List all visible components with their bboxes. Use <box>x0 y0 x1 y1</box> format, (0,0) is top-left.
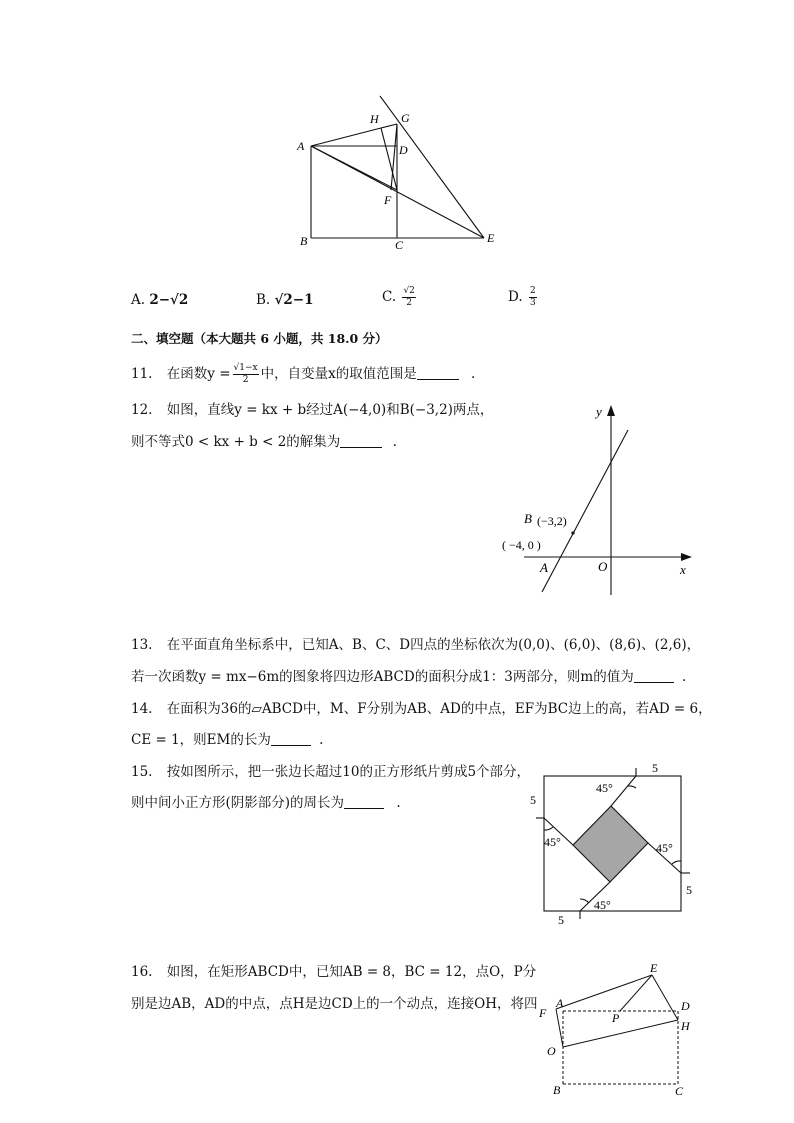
q13-answer-blank[interactable] <box>634 681 674 683</box>
q16-label-B: B <box>553 1083 561 1097</box>
q15-label-angle-bottom: 45° <box>594 898 611 912</box>
q15-cut-top <box>611 776 636 806</box>
q12-y-arrow <box>607 405 615 416</box>
q10-line-GE <box>380 96 484 238</box>
q10-label-B: B <box>300 234 308 248</box>
q15-label-angle-left: 45° <box>544 835 561 849</box>
q13-line2-text: 若一次函数y = mx−6m的图象将四边形ABCD的面积分成1：3两部分，则m的值为 <box>131 669 634 685</box>
q10-label-G: G <box>401 111 410 125</box>
q10-label-H: H <box>370 112 379 126</box>
q16-label-A: A <box>556 996 564 1010</box>
q15-angle-arc-top <box>628 786 636 788</box>
q10-line-GF <box>391 124 397 190</box>
question-16-line-2 <box>131 998 538 1012</box>
q16-line-EP <box>620 975 652 1011</box>
q15-label-angle-top: 45° <box>596 781 613 795</box>
q12-label-B-coord: (−3,2) <box>537 514 567 528</box>
q15-cut-left <box>544 818 573 845</box>
q12-line2-text: 则不等式0 < kx + b < 2的解集为 <box>131 434 341 450</box>
question-11 <box>131 364 475 385</box>
q15-end: . <box>396 795 401 811</box>
q10-line-HG <box>381 124 397 128</box>
q15-cut-bottom <box>580 882 610 911</box>
q15-number: 15. <box>131 764 153 780</box>
q16-label-H: H <box>681 1019 690 1033</box>
q10-label-D: D <box>399 143 408 157</box>
q14-line1-text: 在面积为36的▱ABCD中，M、F分别为AB、AD的中点，EF为BC边上的高，若AD = 6， <box>166 701 712 717</box>
question-15-line-2 <box>131 797 401 811</box>
q12-label-x: x <box>680 562 686 577</box>
option-c-denominator: 2 <box>406 298 413 308</box>
q15-angle-arc-right <box>672 861 681 864</box>
option-c-numerator: √2 <box>403 286 415 296</box>
q15-outer-square <box>544 776 681 911</box>
q16-line-FE <box>556 975 652 1009</box>
q10-line-HF <box>381 128 397 190</box>
q10-option-b[interactable] <box>256 294 314 308</box>
q15-answer-blank[interactable] <box>344 807 384 809</box>
q12-label-O: O <box>598 559 608 574</box>
q16-line1-text: 如图，在矩形ABCD中，已知AB = 8，BC = 12，点O，P分 <box>166 964 537 980</box>
q16-label-C: C <box>675 1084 684 1098</box>
option-d-numerator: 2 <box>529 286 536 296</box>
option-d-denominator: 3 <box>529 298 536 308</box>
q12-line1-text: 如图，直线y = kx + b经过A(−4,0)和B(−3,2)两点， <box>166 402 494 418</box>
q16-label-O: O <box>547 1044 556 1058</box>
q16-label-P: P <box>612 1011 620 1025</box>
question-14-line-1 <box>131 703 712 717</box>
q10-label-E: E <box>487 231 495 245</box>
q15-cut-right <box>648 843 681 873</box>
q15-label-angle-right: 45° <box>656 841 673 855</box>
q12-label-A-coord: ( −4, 0 ) <box>502 538 541 552</box>
q15-label-top-5: 5 <box>652 761 658 775</box>
q11-frac-numerator: √1−x <box>233 363 258 373</box>
option-c-fraction <box>402 287 415 308</box>
q10-option-d[interactable] <box>508 287 539 308</box>
q11-fraction <box>233 364 259 385</box>
q10-option-c[interactable] <box>382 287 418 308</box>
q15-angle-arc-bottom <box>580 899 589 903</box>
question-15-line-1 <box>131 766 530 780</box>
option-a-label: A. <box>131 292 146 308</box>
q12-number: 12. <box>131 402 153 418</box>
q13-end: . <box>682 669 687 685</box>
q13-line1-text: 在平面直角坐标系中，已知A、B、C、D四点的坐标依次为(0,0)、(6,0)、(8,6)、(2,6)， <box>166 637 701 653</box>
q15-label-right-5: 5 <box>686 883 692 897</box>
q16-line-EH <box>652 975 678 1020</box>
q10-label-F: F <box>384 193 392 207</box>
q12-label-B: B <box>524 511 532 526</box>
option-c-label: C. <box>382 288 397 305</box>
q15-line2-text: 则中间小正方形(阴影部分)的周长为 <box>131 795 345 811</box>
q16-line2-text: 别是边AB，AD的中点，点H是边CD上的一个动点，连接OH，将四 <box>131 996 538 1012</box>
option-d-fraction <box>529 287 537 308</box>
q15-label-bottom-5: 5 <box>558 913 564 927</box>
q10-option-a[interactable] <box>131 294 188 308</box>
q12-label-A: A <box>540 560 548 575</box>
question-16-line-1 <box>131 966 536 980</box>
question-12-line-1 <box>131 404 493 418</box>
option-d-label: D. <box>508 288 523 305</box>
q14-end: . <box>319 732 324 748</box>
question-12-line-2 <box>131 436 397 450</box>
q12-answer-blank[interactable] <box>340 446 382 448</box>
option-b-value: √2−1 <box>274 292 314 308</box>
q16-label-E: E <box>650 961 658 975</box>
q11-text-pre: 在函数y = <box>166 366 231 382</box>
q16-number: 16. <box>131 964 153 980</box>
q13-number: 13. <box>131 637 153 653</box>
q11-text-post: 中，自变量x的取值范围是 <box>260 366 417 382</box>
section-2-header: 二、填空题（本大题共 6 小题，共 18.0 分） <box>131 331 388 346</box>
option-a-value: 2−√2 <box>149 292 189 308</box>
q10-label-A: A <box>297 139 305 153</box>
q16-label-D: D <box>681 999 690 1013</box>
q10-line-AH <box>311 128 381 146</box>
question-14-line-2 <box>131 734 323 748</box>
question-13-line-2 <box>131 671 686 685</box>
q14-number: 14. <box>131 701 153 717</box>
q12-point-B <box>571 531 574 534</box>
q12-end: . <box>392 434 397 450</box>
q11-number: 11. <box>131 366 153 382</box>
q12-label-y: y <box>596 404 602 419</box>
q10-line-AF <box>311 146 397 190</box>
q12-x-arrow <box>681 553 692 561</box>
q15-angle-arc-left <box>544 827 553 830</box>
q15-label-left-5: 5 <box>530 793 536 807</box>
option-b-label: B. <box>256 292 271 308</box>
q11-frac-denominator: 2 <box>242 375 249 385</box>
q10-line-AE <box>311 146 484 238</box>
q14-answer-blank[interactable] <box>271 744 311 746</box>
q16-label-F: F <box>539 1006 547 1020</box>
q14-line2-text: CE = 1，则EM的长为 <box>131 732 271 748</box>
q16-line-OH <box>563 1020 678 1047</box>
q15-shaded-square <box>573 806 648 882</box>
q16-line-FO <box>556 1009 563 1047</box>
q11-end: . <box>471 366 476 382</box>
question-13-line-1 <box>131 639 700 653</box>
q15-line1-text: 按如图所示，把一张边长超过10的正方形纸片剪成5个部分， <box>166 764 531 780</box>
q10-label-C: C <box>395 238 404 252</box>
q11-answer-blank[interactable] <box>417 378 459 380</box>
q12-line-AB <box>542 430 628 592</box>
